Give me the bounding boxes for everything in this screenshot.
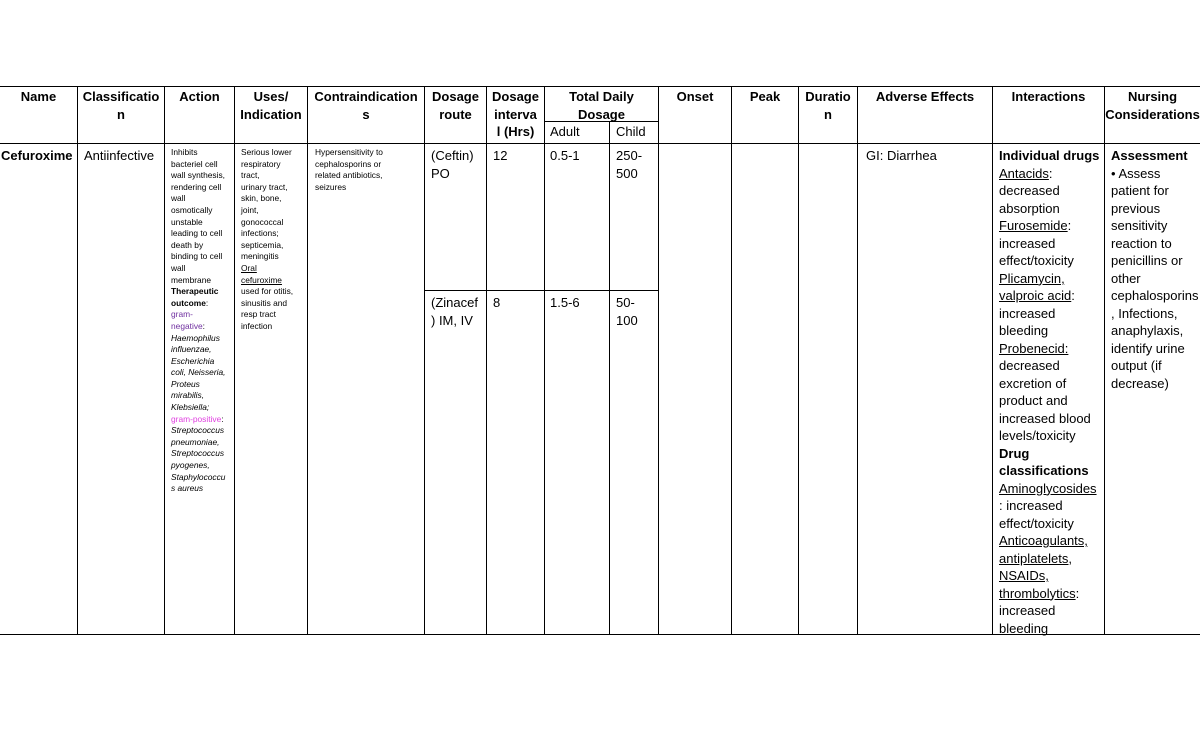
- uses-line: meningitis: [241, 251, 279, 262]
- adverse-effects-text: GI: Diarrhea: [866, 148, 937, 163]
- col-divider: [307, 86, 308, 635]
- nursing-line: output (if: [1111, 358, 1162, 373]
- header-adverse-effects: [858, 88, 992, 106]
- therapeutic-label: outcome: [171, 297, 206, 308]
- uses-line: resp tract: [241, 309, 276, 320]
- header-text: Interactions: [1011, 89, 1086, 104]
- nursing-cell: [1111, 147, 1200, 392]
- child-dose-text: 500: [616, 165, 638, 181]
- individual-drugs-heading: Individual drugs: [999, 148, 1100, 163]
- organism-line: Staphylococcu: [171, 471, 226, 482]
- classification-cell: [84, 147, 164, 165]
- child-dose-text: 250-: [616, 148, 643, 163]
- organism-line: influenzae,: [171, 344, 212, 355]
- organism-line: Streptococcus: [171, 425, 225, 436]
- uses-line: Serious lower: [241, 147, 292, 157]
- adverse-effects-cell: [866, 147, 992, 165]
- action-line: osmotically: [171, 204, 213, 215]
- dosage-route-zinacef: [431, 294, 486, 329]
- interaction-effect: bleeding: [999, 323, 1049, 338]
- uses-cell: [241, 147, 307, 333]
- action-line: rendering cell: [171, 181, 222, 192]
- col-divider: [992, 86, 993, 635]
- header-text: Total Daily: [569, 89, 634, 104]
- nursing-line: reaction to: [1111, 235, 1172, 251]
- header-text: Considerations: [1105, 106, 1200, 122]
- col-divider: [234, 86, 235, 635]
- header-child: [616, 123, 658, 141]
- uses-line: tract,: [241, 170, 260, 181]
- header-peak: [732, 88, 798, 106]
- col-divider: [424, 86, 425, 635]
- gram-negative-label: negative: [171, 320, 203, 331]
- drug-name-probenecid: Probenecid:: [999, 340, 1069, 356]
- nursing-line: decrease): [1111, 375, 1169, 391]
- nursing-line: previous: [1111, 200, 1161, 216]
- header-text: Classificatio: [82, 89, 160, 104]
- nursing-line: identify urine: [1111, 340, 1185, 356]
- header-text: l (Hrs): [496, 124, 535, 139]
- header-dosage-interval: [487, 88, 544, 141]
- col-divider: [486, 86, 487, 635]
- nursing-line: cephalosporins: [1111, 288, 1199, 303]
- adult-dose-ceftin: [550, 147, 609, 165]
- adult-dose-zinacef: [550, 294, 609, 312]
- interaction-effect: increased blood: [999, 410, 1091, 426]
- organism-line: mirabilis,: [171, 390, 205, 401]
- dosage-interval-zinacef: [493, 294, 544, 312]
- header-text: Peak: [749, 89, 781, 104]
- interaction-effect: product and: [999, 393, 1068, 408]
- header-text: interva: [494, 106, 537, 122]
- route-text: (Ceftin): [431, 148, 474, 163]
- uses-line: sinusitis and: [241, 297, 288, 308]
- uses-line: respiratory: [241, 158, 281, 169]
- organism-line: pneumoniae,: [171, 436, 220, 447]
- drug-name-nsaids: NSAIDs,: [999, 568, 1049, 583]
- child-dose-text: 50-: [616, 295, 635, 310]
- header-text: route: [439, 106, 472, 122]
- header-dosage-route: [425, 88, 486, 123]
- drug-name-antacids: Antacids: [999, 165, 1049, 181]
- nursing-line: other: [1111, 270, 1141, 286]
- adult-dose-text: 1.5-6: [550, 295, 580, 310]
- col-divider: [609, 121, 610, 635]
- header-text: Nursing: [1127, 89, 1178, 104]
- drug-name-furosemide: Furosemide: [999, 218, 1068, 233]
- dosage-row-divider: [425, 290, 658, 291]
- header-text: Contraindication: [314, 89, 418, 104]
- header-onset: [659, 88, 731, 106]
- drug-name-aminoglycosides: Aminoglycosides: [999, 480, 1097, 496]
- drug-name-valproic-acid: valproic acid: [999, 288, 1072, 303]
- uses-line: joint,: [241, 204, 259, 215]
- uses-line: septicemia,: [241, 239, 284, 250]
- header-name: [0, 88, 77, 106]
- drug-name-antiplatelets: antiplatelets,: [999, 550, 1072, 566]
- contraindication-line: seizures: [315, 181, 347, 192]
- drug-classifications-heading: classifications: [999, 463, 1089, 478]
- col-divider: [77, 86, 78, 635]
- gram-negative-label: gram-: [171, 309, 193, 320]
- action-line: wall synthesis,: [171, 170, 225, 181]
- header-text: Dosage: [578, 106, 625, 122]
- uses-line: infections;: [241, 228, 279, 239]
- adult-dose-text: 0.5-1: [550, 148, 580, 163]
- header-text: n: [824, 106, 832, 122]
- col-divider: [658, 86, 659, 635]
- header-text: s: [362, 106, 370, 122]
- organism-line: Proteus: [171, 378, 200, 389]
- action-line: wall: [171, 193, 186, 204]
- child-dose-ceftin: [616, 147, 658, 182]
- route-text: (Zinacef: [431, 295, 478, 310]
- col-divider: [857, 86, 858, 635]
- header-nursing: [1105, 88, 1200, 123]
- header-bottom-border: [0, 143, 1200, 144]
- header-text: Child: [616, 124, 646, 139]
- oral-cefuroxime-label: Oral: [241, 262, 257, 273]
- col-divider: [544, 86, 545, 635]
- header-action: [165, 88, 234, 106]
- header-text: Indication: [240, 106, 302, 122]
- header-text: n: [117, 106, 125, 122]
- action-line: Inhibits: [171, 147, 198, 157]
- drug-name-plicamycin: Plicamycin,: [999, 270, 1065, 286]
- interaction-effect: effect/toxicity: [999, 253, 1074, 268]
- header-text: Duratio: [805, 89, 851, 104]
- contraindications-cell: [315, 147, 424, 193]
- organism-line: Haemophilus: [171, 332, 220, 343]
- uses-line: used for otitis,: [241, 286, 294, 297]
- drug-name-anticoagulants: Anticoagulants,: [999, 533, 1088, 548]
- header-classification: [78, 88, 164, 123]
- nursing-line: , Infections,: [1111, 305, 1178, 321]
- interaction-effect: : increased: [999, 498, 1063, 513]
- interaction-effect: increased: [999, 603, 1056, 618]
- action-line: death by: [171, 239, 204, 250]
- interval-text: 12: [493, 148, 508, 163]
- child-dose-text: 100: [616, 312, 638, 328]
- header-contraindications: [308, 88, 424, 123]
- organism-line: s aureus: [171, 483, 204, 494]
- header-adult: [550, 123, 608, 141]
- header-text: Onset: [676, 89, 714, 104]
- nursing-line: anaphylaxis,: [1111, 323, 1184, 338]
- contraindication-line: cephalosporins or: [315, 158, 382, 169]
- interaction-effect: levels/toxicity: [999, 428, 1076, 443]
- action-line: unstable: [171, 216, 203, 227]
- contraindication-line: related antibiotics,: [315, 170, 383, 181]
- action-line: bacteriel cell: [171, 158, 218, 169]
- organism-line: Klebsiella;: [171, 402, 210, 413]
- action-cell: Inhibits bacteriel cell wall synthesis, rendering cell wall osmotically unstable leading to cell death by binding to cell wall membrane Therapeutic outcome: gram- negative: Haemophilus influenzae, Escherichia coli, Neisseria, Proteus mirabilis, Klebsiella; gram-positive: Streptococcus pneumoniae, Streptococcus pyogenes, Staphylococcu s aureus: [171, 147, 234, 495]
- contraindication-line: Hypersensitivity to: [315, 147, 383, 157]
- header-text: Adverse Effects: [875, 89, 975, 104]
- action-line: membrane: [171, 274, 212, 285]
- interaction-effect: decreased: [999, 358, 1060, 373]
- header-interactions: [993, 88, 1104, 106]
- classification-text: Antiinfective: [84, 148, 155, 163]
- drug-classifications-heading: Drug: [999, 445, 1030, 461]
- header-text: Action: [179, 89, 220, 104]
- oral-cefuroxime-label: cefuroxime: [241, 274, 282, 285]
- interaction-effect: absorption: [999, 200, 1060, 216]
- col-divider: [798, 86, 799, 635]
- header-total-daily-dosage: [545, 88, 658, 123]
- interaction-effect: excretion of: [999, 375, 1067, 391]
- header-duration: [799, 88, 857, 123]
- interaction-effect: effect/toxicity: [999, 515, 1074, 531]
- interaction-effect: increased: [999, 305, 1056, 321]
- drug-name: [1, 147, 77, 165]
- dosage-interval-ceftin: [493, 147, 544, 165]
- header-text: Dosage: [492, 89, 539, 104]
- route-text: PO: [431, 165, 450, 181]
- drug-name-thrombolytics: thrombolytics: [999, 585, 1076, 601]
- interaction-effect: bleeding: [999, 620, 1049, 636]
- interaction-effect: decreased: [999, 183, 1060, 198]
- uses-line: urinary tract,: [241, 181, 288, 192]
- drug-name-text: Cefuroxime: [1, 148, 73, 163]
- header-name-text: Name: [20, 89, 57, 104]
- therapeutic-label: Therapeutic: [171, 286, 219, 297]
- interaction-effect: increased: [999, 235, 1056, 251]
- dosage-route-ceftin: [431, 147, 486, 182]
- nursing-line: sensitivity: [1111, 218, 1168, 233]
- header-uses: [235, 88, 307, 123]
- organism-line: Streptococcus: [171, 448, 225, 459]
- assessment-heading: Assessment: [1111, 148, 1188, 163]
- header-text: Adult: [550, 124, 580, 139]
- route-text: ) IM, IV: [431, 312, 473, 328]
- organism-line: Escherichia: [171, 355, 215, 366]
- nursing-line: • Assess: [1111, 165, 1161, 181]
- organism-line: pyogenes,: [171, 460, 210, 471]
- col-divider: [164, 86, 165, 635]
- interval-text: 8: [493, 295, 501, 310]
- action-line: binding to cell: [171, 251, 223, 262]
- nursing-line: patient for: [1111, 183, 1169, 198]
- child-dose-zinacef: [616, 294, 658, 329]
- action-line: leading to cell: [171, 228, 223, 239]
- col-divider: [731, 86, 732, 635]
- table-top-border: [0, 86, 1200, 87]
- uses-line: skin, bone,: [241, 193, 282, 204]
- gram-positive-label: gram-positive: [171, 413, 222, 424]
- nursing-line: penicillins or: [1111, 253, 1183, 268]
- header-text: Uses/: [253, 89, 289, 104]
- uses-line: infection: [241, 320, 273, 331]
- organism-line: coli, Neisseria,: [171, 367, 226, 378]
- interactions-cell: Individual drugs Antacids: decreased absorption Furosemide: increased effect/toxicity Plicamycin, valproic acid: increased bleeding Probenecid: decreased excretion of product and increased blood levels/toxicity Drug classifications Aminoglycosides : increased effect/toxicity Anticoagulants, antiplatelets, NSAIDs, thrombolytics: increased bleeding: [999, 147, 1104, 637]
- uses-line: gonococcal: [241, 216, 284, 227]
- action-line: wall: [171, 262, 186, 273]
- col-divider: [1104, 86, 1105, 635]
- header-text: Dosage: [432, 89, 479, 104]
